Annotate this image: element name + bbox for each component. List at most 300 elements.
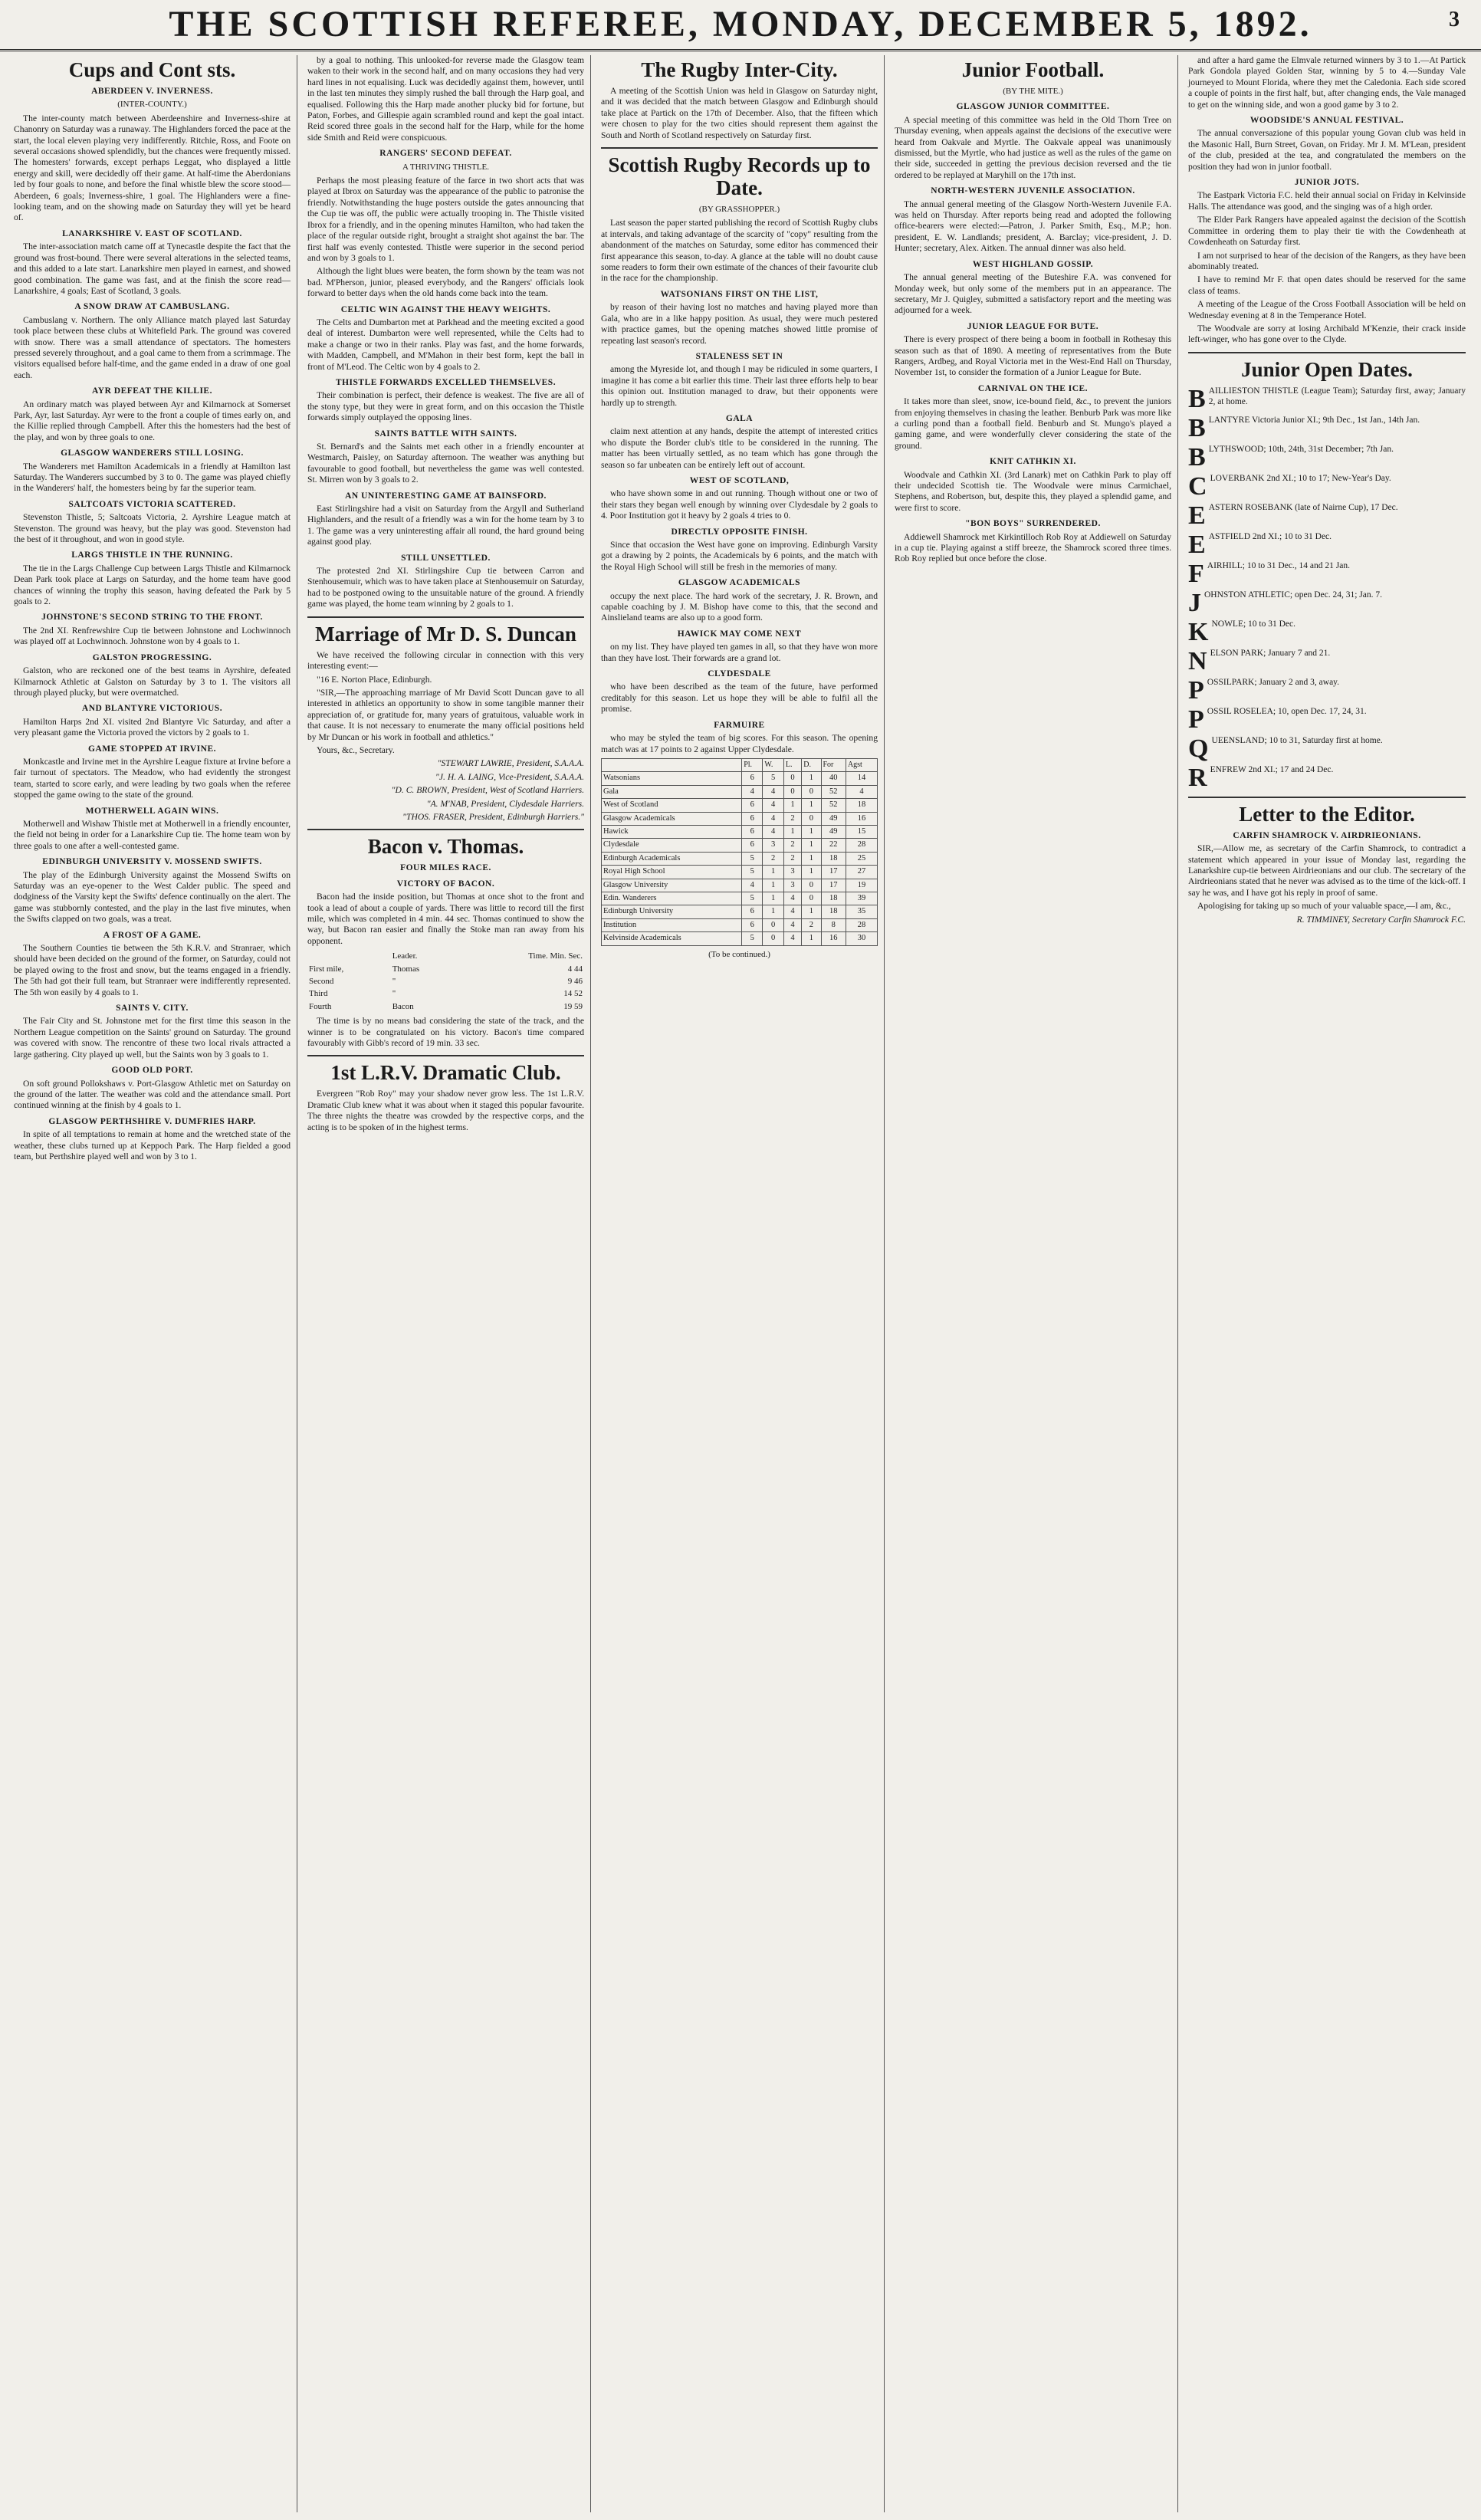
- open-date-text: LOVERBANK 2nd XI.; 10 to 17; New-Year's Day.: [1210, 473, 1391, 483]
- race-table-cell: Second: [309, 977, 334, 987]
- article-paragraph: Galston, who are reckoned one of the best teams in Ayrshire, defeated Kilmarnock Athletic at Galston on Saturday by 3 to 1. The visitors all through played plucky, but were overmatched.: [14, 665, 291, 698]
- divider: [307, 616, 584, 618]
- column-4-sections: [895, 101, 1171, 564]
- open-date-initial: F: [1188, 559, 1204, 588]
- open-date-text: LANTYRE Victoria Junior XI.; 9th Dec., 1st Jan., 14th Jan.: [1208, 415, 1420, 425]
- section-title: CELTIC WIN AGAINST THE HEAVY WEIGHTS.: [340, 304, 551, 314]
- article-paragraph: who have been described as the team of the future, have performed creditably for this season. Let us hope they will be able to fulfil all the promise.: [601, 682, 878, 715]
- column-4: [888, 55, 1178, 2512]
- article-paragraph: It takes more than sleet, snow, ice-bound field, &c., to prevent the juniors from enjoying themselves in chasing the leather. Benburb Park was more like a curling pond than a football field. Benburb and St. Mungo's played a gaming game, and were wonderfully clever considering the state of the ground.: [895, 396, 1171, 451]
- columns: [8, 55, 1473, 2512]
- league-cell: 6: [742, 772, 763, 785]
- open-date-initial: P: [1188, 675, 1204, 705]
- league-cell: 1: [763, 892, 784, 905]
- league-cell: 18: [846, 799, 877, 812]
- bacon-sub2: VICTORY OF BACON.: [396, 879, 495, 889]
- league-cell: 6: [742, 918, 763, 931]
- league-cell: 1: [763, 866, 784, 879]
- league-row: [602, 839, 878, 852]
- league-cell: Hawick: [602, 825, 742, 838]
- race-table-cell: Bacon: [392, 1001, 414, 1011]
- race-table-row: [307, 1000, 584, 1013]
- section-title: STALENESS SET IN: [695, 351, 783, 361]
- race-table: [307, 950, 584, 1013]
- open-date-item: [1188, 444, 1466, 470]
- open-date-item: [1188, 648, 1466, 674]
- article-paragraph: There is every prospect of there being a boom in football in Rothesay this season such as that of 1890. A meeting of representatives from the Bute Rangers, Ardbeg, and Royal Victoria met in the West-End Hall on Thursday, November 1st, to consider the formation of a Junior League for Bute.: [895, 334, 1171, 378]
- section-title: WOODSIDE'S ANNUAL FESTIVAL.: [1249, 116, 1404, 126]
- league-row: [602, 785, 878, 798]
- league-cell: 22: [821, 839, 846, 852]
- open-date-initial: B: [1188, 413, 1206, 442]
- league-cell: Edinburgh University: [602, 905, 742, 918]
- league-cell: 2: [783, 839, 801, 852]
- league-cell: 0: [802, 892, 821, 905]
- league-cell: 40: [821, 772, 846, 785]
- section-title: RANGERS' SECOND DEFEAT.: [379, 149, 512, 159]
- article-paragraph: who have shown some in and out running. Though without one or two of their stars they began well enough by winning over Clydesdale by 2 goals to 4. Poor Institution got it heavy by 2 goals 4 tries to 0.: [601, 488, 878, 521]
- league-cell: 1: [802, 799, 821, 812]
- signatory: "THOS. FRASER, President, Edinburgh Harriers.": [402, 811, 584, 822]
- section-title: GLASGOW PERTHSHIRE V. DUMFRIES HARP.: [48, 1116, 256, 1126]
- league-header-cell: [602, 758, 742, 771]
- league-cell: 1: [802, 866, 821, 879]
- section-title: DIRECTLY OPPOSITE FINISH.: [671, 527, 808, 537]
- open-date-text: AILLIESTON THISTLE (League Team); Saturday first, away; January 2, at home.: [1208, 386, 1466, 407]
- article-paragraph: Evergreen "Rob Roy" may your shadow never grow less. The 1st L.R.V. Dramatic Club knew what it was about when it staged this popular favourite. The three nights the theatre was crowded by the respective corps, and the acting is to be spoken of in the highest terms.: [307, 1089, 584, 1132]
- league-cell: 0: [783, 785, 801, 798]
- open-date-item: [1188, 677, 1466, 703]
- open-date-item: [1188, 531, 1466, 557]
- section-subtitle: A THRIVING THISTLE.: [402, 162, 489, 172]
- section-title: GALA: [725, 413, 754, 423]
- section-title: NORTH-WESTERN JUVENILE ASSOCIATION.: [931, 186, 1135, 196]
- marriage-heading: Marriage of Mr D. S. Duncan: [315, 622, 576, 646]
- league-cell: 1: [763, 879, 784, 892]
- article-paragraph: Although the light blues were beaten, the form shown by the team was not bad. M'Pherson, junior, pleased everybody, and the Rangers' officials look forward to better days when the old hands come back into the team.: [307, 266, 584, 299]
- league-cell: 5: [763, 772, 784, 785]
- league-cell: 1: [802, 772, 821, 785]
- records-heading: Scottish Rugby Records up to Date.: [608, 153, 871, 200]
- letter-sub: CARFIN SHAMROCK V. AIRDRIEONIANS.: [1233, 830, 1421, 840]
- league-row: [602, 879, 878, 892]
- league-cell: Glasgow Academicals: [602, 812, 742, 825]
- lrv-heading: 1st L.R.V. Dramatic Club.: [330, 1061, 561, 1085]
- race-table-cell: 19 59: [563, 1001, 583, 1011]
- league-cell: 6: [742, 799, 763, 812]
- league-cell: 49: [821, 825, 846, 838]
- article-paragraph: among the Myreside lot, and though I may be ridiculed in some quarters, I imagine it has come a bit earlier this time. Their last three efforts help to bear this opinion out. Institution managed to draw, but their opponents were hardly up to strength.: [601, 364, 878, 408]
- league-cell: 2: [763, 852, 784, 865]
- league-row: [602, 866, 878, 879]
- cups-heading: Cups and Cont sts.: [68, 58, 236, 81]
- article-paragraph: I am not surprised to hear of the decision of the Rangers, as they have been abominably treated.: [1188, 250, 1466, 271]
- article-paragraph: Cambuslang v. Northern. The only Alliance match played last Saturday took place between these clubs at Whitefield Park. The ground was covered with snow. There was a small attendance of spectators. The homesters pressed severely throughout, and a goal came to them from a scrimmage. The visitors equalised before half-time, and the game ended in a draw of one goal each.: [14, 314, 291, 380]
- section-title: A SNOW DRAW AT CAMBUSLANG.: [74, 302, 230, 312]
- league-cell: 39: [846, 892, 877, 905]
- article-paragraph: The play of the Edinburgh University against the Mossend Swifts on Saturday was an eye-opener to the West Calder public. The speed and dodginess of the Varsity kept the Swifts' defence continually on the alert. The game was stubbornly contested, and the play in the last five minutes, when the Swifts clapped on two goals, was a treat.: [14, 869, 291, 925]
- open-date-initial: R: [1188, 763, 1207, 792]
- league-header-cell: L.: [783, 758, 801, 771]
- records-byline: (BY GRASSHOPPER.): [698, 205, 780, 215]
- open-date-item: [1188, 502, 1466, 528]
- league-cell: 19: [846, 879, 877, 892]
- open-date-text: LYTHSWOOD; 10th, 24th, 31st December; 7th Jan.: [1208, 444, 1394, 454]
- section-title: WATSONIANS FIRST ON THE LIST,: [660, 289, 819, 299]
- league-header-cell: Agst: [846, 758, 877, 771]
- race-table-cell: 9 46: [567, 977, 583, 987]
- league-cell: 4: [763, 812, 784, 825]
- article-paragraph: The Elder Park Rangers have appealed against the decision of the Scottish Committee in ordering them to play their tie with the Cowdenheath at Cowdenheath on Saturday first.: [1188, 215, 1466, 248]
- letter-body: [1188, 843, 1466, 912]
- lrv-body: [307, 1089, 584, 1133]
- bacon-heading: Bacon v. Thomas.: [367, 835, 524, 859]
- signatory: "A. M'NAB, President, Clydesdale Harriers.: [426, 798, 584, 809]
- open-date-text: ASTFIELD 2nd XI.; 10 to 31 Dec.: [1208, 531, 1332, 541]
- open-date-item: [1188, 706, 1466, 732]
- open-date-item: [1188, 415, 1466, 441]
- article-paragraph: "16 E. Norton Place, Edinburgh.: [317, 674, 432, 685]
- open-date-initial: B: [1188, 384, 1206, 413]
- article-paragraph: On soft ground Pollokshaws v. Port-Glasgow Athletic met on Saturday on the ground of the latter. The weather was cold and the attendance small. Port continued winning at the finish by 4 goals to 1.: [14, 1078, 291, 1111]
- league-cell: 35: [846, 905, 877, 918]
- open-date-initial: E: [1188, 501, 1206, 530]
- race-table-head-cell: [307, 950, 391, 962]
- open-date-item: [1188, 590, 1466, 616]
- open-date-text: OSSIL ROSELEA; 10, open Dec. 17, 24, 31.: [1207, 706, 1367, 716]
- league-row: [602, 812, 878, 825]
- league-cell: 0: [763, 932, 784, 945]
- league-cell: 52: [821, 785, 846, 798]
- section-title: WEST HIGHLAND GOSSIP.: [972, 259, 1094, 269]
- open-date-initial: C: [1188, 471, 1207, 501]
- league-cell: Kelvinside Academicals: [602, 932, 742, 945]
- article-paragraph: occupy the next place. The hard work of the secretary, J. R. Brown, and capable coaching by J. M. Bishop have come to this, that the second and Ainslieland teams are also up to a good form.: [601, 590, 878, 623]
- league-cell: 4: [783, 905, 801, 918]
- open-date-item: [1188, 386, 1466, 412]
- divider: [307, 829, 584, 830]
- section-title: JUNIOR LEAGUE FOR BUTE.: [967, 321, 1099, 331]
- league-row: [602, 825, 878, 838]
- article-paragraph: Perhaps the most pleasing feature of the farce in two short acts that was played at Ibrox on Saturday was the appearance of the public to patronise the friendly. Notwithstanding the huge posters outside the gates announcing that the Cup tie was off, the public were actually trooping in. The Thistle visited Ibrox for a friendly, and in the opening minutes Hamilton, who had taken the place of the regular outside right, brought a straight shot against the bar. The first half was evenly contested. Thistle were superior in the second period and won by 3 goals to 1.: [307, 176, 584, 263]
- league-cell: 5: [742, 852, 763, 865]
- league-body: [602, 772, 878, 945]
- article-paragraph: The inter-county match between Aberdeenshire and Inverness-shire at Chanonry on Saturday was a runaway. The Highlanders forced the pace at the start, the local eleven playing very indifferently. Ritchie, Ross, and Foote on several occasions showed splendidly, but the chances were frequently missed. The homesters' forwards, except perhaps Leggat, who displayed a little energy and skill, were decidedly off their game. At half-time the Aberdonians led by four goals to none, and before the final whistle blew the score stood—Aberdeen, 6 goals; Inverness-shire, 1 goal. The Highlanders were a fine-looking team, and on the showing made on Saturday they will yet be heard of.: [14, 113, 291, 223]
- section-title: A FROST OF A GAME.: [103, 930, 202, 940]
- league-cell: Glasgow University: [602, 879, 742, 892]
- section-title: LARGS THISTLE IN THE RUNNING.: [71, 550, 233, 560]
- league-row: [602, 905, 878, 918]
- league-row: [602, 892, 878, 905]
- article-paragraph: A special meeting of this committee was held in the Old Thorn Tree on Thursday evening, when appeals against the decisions of the executive were heard from Oakvale and Myrtle. The Oakvale appeal was unanimously dismissed, but the Myrtle, who had justice as well as the rules of the game on their side, succeeded in getting the previous decision reversed and the tie ordered to be replayed at Maryhill on the 17th inst.: [895, 114, 1171, 180]
- league-cell: 0: [783, 772, 801, 785]
- league-cell: 5: [742, 932, 763, 945]
- league-cell: Gala: [602, 785, 742, 798]
- league-cell: Institution: [602, 918, 742, 931]
- league-cell: 4: [763, 825, 784, 838]
- bacon-sub: FOUR MILES RACE.: [400, 863, 491, 873]
- race-table-cell: 4 44: [567, 964, 583, 974]
- league-header-cell: D.: [802, 758, 821, 771]
- open-dates-heading: Junior Open Dates.: [1241, 357, 1413, 381]
- race-table-cell: First mile,: [309, 964, 344, 974]
- article-paragraph: claim next attention at any hands, despite the attempt of interested critics who dispute the Border club's title to be considered in the running. The matter has been virtually settled, as no team which has gone through the season so far unbeaten can be entirely left out of account.: [601, 426, 878, 470]
- page-number: 3: [1449, 8, 1460, 31]
- article-paragraph: The Woodvale are sorry at losing Archibald M'Kenzie, their crack inside left-winger, who has gone over to the Clyde.: [1188, 323, 1466, 345]
- open-date-initial: B: [1188, 442, 1206, 471]
- marriage-body: [307, 650, 584, 823]
- open-date-initial: Q: [1188, 734, 1209, 763]
- article-paragraph: An ordinary match was played between Ayr and Kilmarnock at Somerset Park, Ayr, last Saturday. Ayr were to the front a couple of times early on, and the Killie replied through Campbell. After this the homesters had the best of the play, and won by three goals to one.: [14, 399, 291, 442]
- letter-heading: Letter to the Editor.: [1239, 802, 1415, 826]
- league-cell: 6: [742, 839, 763, 852]
- league-cell: 52: [821, 799, 846, 812]
- open-date-text: ELSON PARK; January 7 and 21.: [1210, 648, 1331, 658]
- open-date-text: UEENSLAND; 10 to 31, Saturday first at home.: [1211, 735, 1383, 745]
- section-title: SALTCOATS VICTORIA SCATTERED.: [68, 499, 236, 509]
- article-paragraph: The Southern Counties tie between the 5th K.R.V. and Stranraer, which should have been decided on the ground of the former, on Saturday, could not be played owing to the frost and snow, but the teams engaged in a friendly. The 5th had got their full team, but Stranraer were indifferently represented. The 5th won easily by 4 goals to 1.: [14, 943, 291, 997]
- article-paragraph: St. Bernard's and the Saints met each other in a friendly encounter at Westmarch, Paisley, on Saturday afternoon. The weather was anything but favourable to good football, but nevertheless the game was well contested. St. Mirren won by 3 goals to 2.: [307, 442, 584, 485]
- section-title: MOTHERWELL AGAIN WINS.: [85, 806, 219, 816]
- divider: [1188, 352, 1466, 353]
- section-title: KNIT CATHKIN XI.: [990, 457, 1076, 467]
- league-cell: 2: [802, 918, 821, 931]
- section-title: WEST OF SCOTLAND,: [689, 475, 790, 485]
- section-title: "BON BOYS" SURRENDERED.: [965, 519, 1101, 529]
- continued-note: (To be continued.): [708, 949, 770, 959]
- article-paragraph: The Eastpark Victoria F.C. held their annual social on Friday in Kelvinside Halls. The attendance was good, and the singing was of a high order.: [1188, 190, 1466, 212]
- league-cell: 18: [821, 852, 846, 865]
- section-title: AND BLANTYRE VICTORIOUS.: [81, 704, 223, 714]
- league-cell: 1: [802, 852, 821, 865]
- race-table-cell: ": [392, 977, 396, 987]
- open-date-text: OHNSTON ATHLETIC; open Dec. 24, 31; Jan. 7.: [1204, 590, 1382, 600]
- section-title: JOHNSTONE'S SECOND STRING TO THE FRONT.: [41, 613, 263, 623]
- article-paragraph: The annual general meeting of the Glasgow North-Western Juvenile F.A. was held on Thursday. After reports being read and adopted the following office-bearers were elected:—Patron, J. Parker Smith, Esq., M.P.; hon. president, E. W. Landlands; president, A. Barclay; vice-president, J. D. Hunter; secretary, Alex. Aitken. The annual dinner was also held.: [895, 199, 1171, 254]
- league-cell: West of Scotland: [602, 799, 742, 812]
- league-cell: 17: [821, 879, 846, 892]
- signatory: "J. H. A. LAING, Vice-President, S.A.A.A.: [435, 771, 584, 782]
- open-date-text: OSSILPARK; January 2 and 3, away.: [1207, 677, 1340, 687]
- league-cell: 0: [802, 812, 821, 825]
- section-title: CARNIVAL ON THE ICE.: [977, 383, 1089, 393]
- league-table: [601, 758, 878, 946]
- open-date-item: [1188, 764, 1466, 790]
- article-paragraph: The protested 2nd XI. Stirlingshire Cup tie between Carron and Stenhousemuir, which was to have taken place at Stenhousemuir on Saturday, had to be postponed owing to the unsuitable nature of the ground. A friendly game was played, the home team winning by 2 goals to 1.: [307, 566, 584, 609]
- open-date-item: [1188, 473, 1466, 499]
- open-date-initial: E: [1188, 530, 1206, 559]
- section-title: SAINTS BATTLE WITH SAINTS.: [374, 429, 517, 439]
- league-row: [602, 932, 878, 945]
- section-title: EDINBURGH UNIVERSITY V. MOSSEND SWIFTS.: [42, 857, 262, 867]
- letter-signature: R. TIMMINEY, Secretary Carfin Shamrock F.C.: [1296, 914, 1466, 925]
- article-paragraph: The Fair City and St. Johnstone met for the first time this season in the Northern League competition on the Saints' ground on Saturday. The ground was covered with snow. The rencontre of these two local rivals attracted a large gathering. City played up well, but the Saints won by 3 goals to 1.: [14, 1016, 291, 1060]
- signatory: "STEWART LAWRIE, President, S.A.A.A.: [437, 758, 584, 769]
- article-paragraph: Their combination is perfect, their defence is weakest. The five are all of the stony type, but they were in great form, and on this occasion the Thistle forwards simply outplayed the opposing lines.: [307, 390, 584, 423]
- league-header-cell: For: [821, 758, 846, 771]
- column-1: [8, 55, 297, 2512]
- article-paragraph: The Wanderers met Hamilton Academicals in a friendly at Hamilton last Saturday. The Wanderers succumbed by 3 to 0. The game was played chiefly in the Wanderers' half, the homesters being by far the superior team.: [14, 461, 291, 494]
- league-cell: 2: [783, 812, 801, 825]
- column-2: [301, 55, 591, 2512]
- league-cell: 4: [846, 785, 877, 798]
- column-1-sections: [14, 86, 291, 1162]
- league-cell: 5: [742, 892, 763, 905]
- league-cell: 6: [742, 905, 763, 918]
- league-cell: 5: [742, 866, 763, 879]
- open-date-item: [1188, 735, 1466, 761]
- article-paragraph: The Celts and Dumbarton met at Parkhead and the meeting excited a good deal of interest. Dumbarton were well represented, while the Celts had to make a change or two in their ranks. Play was fast, and the home forwards, with Madden, Campbell, and M'Mahon in their best form, kept the ball in front of M'Leod. The Celtic won by 4 goals to 2.: [307, 317, 584, 372]
- league-cell: 1: [802, 905, 821, 918]
- article-paragraph: The annual general meeting of the Buteshire F.A. was convened for Monday week, but only some of the members put in an appearance. The secretary, Mr J. Quigley, submitted a satisfactory report and the meeting was adjourned for a week.: [895, 272, 1171, 316]
- league-cell: 27: [846, 866, 877, 879]
- section-title: FARMUIRE: [714, 720, 765, 730]
- article-paragraph: Last season the paper started publishing the record of Scottish Rugby clubs at intervals, and taking advantage of the scarcity of "copy" resulting from the abandonment of the matches on Saturday, some editor has commenced their first appearance this season, to-day. A glance at the table will no doubt cause some readers to form their own estimate of the chances of their favourite club in the race for the championship.: [601, 218, 878, 284]
- article-paragraph: Woodvale and Cathkin XI. (3rd Lanark) met on Cathkin Park to play off their undecided Scottish tie. The Woodvale were minus Carmichael, Stephens, and Robertson, but, despite this, they played a splendid game, and were first to score.: [895, 469, 1171, 513]
- league-cell: 4: [763, 799, 784, 812]
- race-table-row: [307, 987, 584, 1000]
- section-title: GAME STOPPED AT IRVINE.: [87, 744, 216, 754]
- league-cell: 0: [763, 918, 784, 931]
- league-cell: Edin. Wanderers: [602, 892, 742, 905]
- league-cell: 17: [821, 866, 846, 879]
- race-table-row: [307, 963, 584, 975]
- article-paragraph: The inter-association match came off at Tynecastle despite the fact that the ground was frost-bound. There were several alterations in the selected teams, and this added to a late start. Lanarkshire men played in earnest, and showed good combination. The game was fast, and at the finish the score read—Lanarkshire, 4 goals; East of Scotland, 3 goals.: [14, 241, 291, 296]
- masthead-title: THE SCOTTISH REFEREE, MONDAY, DECEMBER 5, 1892.: [169, 4, 1312, 44]
- rugby-heading: The Rugby Inter-City.: [641, 58, 838, 81]
- league-cell: Clydesdale: [602, 839, 742, 852]
- league-cell: 25: [846, 852, 877, 865]
- league-cell: 4: [783, 932, 801, 945]
- signatory: "D. C. BROWN, President, West of Scotland Harriers.: [391, 785, 584, 796]
- league-cell: 4: [783, 918, 801, 931]
- race-table-cell: Fourth: [309, 1001, 332, 1011]
- column-3-sections: [601, 218, 878, 754]
- article-paragraph: In spite of all temptations to remain at home and the wretched state of the weather, these clubs turned up at Keppoch Park. The Harp fielded a good team, but Perthshire played well and won by 3 to 1.: [14, 1129, 291, 1161]
- column-5: [1182, 55, 1472, 2512]
- league-cell: 28: [846, 918, 877, 931]
- league-cell: 4: [783, 892, 801, 905]
- open-date-text: AIRHILL; 10 to 31 Dec., 14 and 21 Jan.: [1207, 560, 1350, 570]
- league-row: [602, 772, 878, 785]
- column-3: [595, 55, 885, 2512]
- race-table-cell: Third: [309, 989, 328, 999]
- league-cell: 1: [802, 825, 821, 838]
- open-date-initial: K: [1188, 617, 1209, 646]
- league-cell: 3: [763, 839, 784, 852]
- league-row: [602, 799, 878, 812]
- league-cell: 1: [802, 839, 821, 852]
- article-paragraph: by reason of their having lost no matches and having played more than Gala, who are in a like happy position. As usual, they were much pestered with practice games, but the opening matches showed little promise of repeating last season's record.: [601, 302, 878, 346]
- column-5-sections: [1188, 55, 1466, 346]
- open-date-text: ENFREW 2nd XI.; 17 and 24 Dec.: [1210, 764, 1334, 774]
- junior-heading: Junior Football.: [961, 58, 1105, 81]
- section-title: THISTLE FORWARDS EXCELLED THEMSELVES.: [335, 377, 557, 387]
- section-title: SAINTS V. CITY.: [116, 1004, 189, 1014]
- league-cell: 4: [742, 879, 763, 892]
- article-paragraph: The 2nd XI. Renfrewshire Cup tie between Johnstone and Lochwinnoch was played off at Lochwinnoch. Johnstone won by 4 goals to 1.: [14, 625, 291, 647]
- league-cell: Royal High School: [602, 866, 742, 879]
- section-subtitle: (INTER-COUNTY.): [117, 100, 187, 110]
- section-title: GALSTON PROGRESSING.: [92, 652, 212, 662]
- section-title: STILL UNSETTLED.: [401, 553, 491, 563]
- article-paragraph: Motherwell and Wishaw Thistle met at Motherwell in a friendly encounter, the field not being in order for a Lanarkshire Cup tie. The home team won by three goals to one after a well-contested game.: [14, 818, 291, 851]
- league-cell: 4: [763, 785, 784, 798]
- article-paragraph: Stevenston Thistle, 5; Saltcoats Victoria, 2. Ayrshire League match at Stevenston. The ground was heavy, but the play was good. Stevenston had the best of it throughout, and won in good style.: [14, 512, 291, 545]
- divider: [307, 1055, 584, 1056]
- junior-byline: (BY THE MITE.): [1003, 87, 1063, 96]
- rugby-intro: [601, 86, 878, 141]
- section-title: GOOD OLD PORT.: [111, 1066, 193, 1076]
- league-cell: 14: [846, 772, 877, 785]
- league-header-row: [602, 758, 878, 771]
- section-title: ABERDEEN V. INVERNESS.: [91, 87, 213, 96]
- league-cell: 15: [846, 825, 877, 838]
- open-dates-list: [1188, 386, 1466, 790]
- article-paragraph: and after a hard game the Elmvale returned winners by 3 to 1.—At Partick Park Gondola played Golden Star, winning by 5 to 4.—Sunday Vale journeyed to Mount Florida, where they met the Caledonia. Each side scored a couple of points in the first half, but, after changing ends, the Vale managed to get on the winning side, and won a good game by 3 to 2.: [1188, 55, 1466, 110]
- article-paragraph: We have received the following circular in connection with this very interesting event:—: [307, 649, 584, 672]
- divider: [1188, 797, 1466, 798]
- league-cell: 2: [783, 852, 801, 865]
- league-cell: Edinburgh Academicals: [602, 852, 742, 865]
- section-title: GLASGOW JUNIOR COMMITTEE.: [956, 102, 1110, 112]
- league-cell: 1: [783, 825, 801, 838]
- league-cell: 1: [783, 799, 801, 812]
- article-paragraph: SIR,—Allow me, as secretary of the Carfin Shamrock, to contradict a statement which appeared in your issue of Monday last, regarding the Lanarkshire cup-tie between Airdrieonians and our club. The secretary of the Airdrieonians stated that he never was advised as to the time of the kick-off. I say he was, and I have got his reply in proof of same.: [1188, 843, 1466, 898]
- article-paragraph: The annual conversazione of this popular young Govan club was held in the Masonic Hall, Burn Street, Govan, on Friday. Mr J. M. M'Lean, president of the club, presided at the tea, and congratulated the members on the position they had won in junior football.: [1188, 128, 1466, 172]
- league-cell: 1: [802, 932, 821, 945]
- article-paragraph: The time is by no means bad considering the state of the track, and the winner is to be congratulated on his victory. Bacon's time compared favourably with Gibb's record of 19 min. 33 sec.: [307, 1016, 584, 1049]
- section-title: HAWICK MAY COME NEXT: [677, 629, 802, 639]
- league-cell: 16: [846, 812, 877, 825]
- league-cell: 18: [821, 892, 846, 905]
- open-date-initial: J: [1188, 588, 1201, 617]
- masthead: [0, 0, 1481, 51]
- league-cell: 0: [802, 879, 821, 892]
- section-title: AYR DEFEAT THE KILLIE.: [92, 386, 212, 396]
- league-row: [602, 852, 878, 865]
- league-cell: 49: [821, 812, 846, 825]
- league-cell: 0: [802, 785, 821, 798]
- article-paragraph: on my list. They have played ten games in all, so that they have won more than they have lost. Their forwards are a grand lot.: [601, 642, 878, 663]
- open-date-item: [1188, 619, 1466, 645]
- league-cell: 3: [783, 879, 801, 892]
- article-paragraph: by a goal to nothing. This unlooked-for reverse made the Glasgow team waken to their work in the second half, and on many occasions they had very hard lines in not equalising. Luck was decidedly against them, however, until in the last ten minutes they simply rushed the ball through the Harp goal, and equalised. Following this the Harp made another plucky bid for fortune, but Paton, Forbes, and Gillespie again scrambled round and kept the goal intact. Reid scored three goals in the second half for the Harp, while for the home side Smith and Reid were conspicuous.: [307, 55, 584, 143]
- open-date-text: ASTERN ROSEBANK (late of Nairne Cup), 17 Dec.: [1208, 502, 1398, 512]
- section-title: CLYDESDALE: [708, 669, 771, 679]
- league-cell: 16: [821, 932, 846, 945]
- section-title: AN UNINTERESTING GAME AT BAINSFORD.: [345, 491, 547, 501]
- section-title: JUNIOR JOTS.: [1294, 178, 1360, 188]
- section-title: GLASGOW ACADEMICALS: [678, 578, 801, 588]
- race-table-head-cell: Time. Min. Sec.: [528, 951, 583, 961]
- league-cell: 28: [846, 839, 877, 852]
- article-paragraph: Yours, &c., Secretary.: [317, 744, 395, 755]
- article-paragraph: who may be styled the team of big scores. For this season. The opening match was at 17 points to 2 against Upper Clydesdale.: [601, 733, 878, 754]
- league-cell: 8: [821, 918, 846, 931]
- race-table-head-cell: Leader.: [392, 951, 418, 961]
- section-title: LANARKSHIRE V. EAST OF SCOTLAND.: [62, 228, 242, 238]
- race-table-cell: ": [392, 989, 396, 999]
- league-cell: 18: [821, 905, 846, 918]
- section-title: GLASGOW WANDERERS STILL LOSING.: [61, 448, 244, 458]
- article-paragraph: Hamilton Harps 2nd XI. visited 2nd Blantyre Vic Saturday, and after a very pleasant game the Victoria proved the victors by 2 goals to 1.: [14, 716, 291, 738]
- article-paragraph: Bacon had the inside position, but Thomas at once shot to the front and took a lead of about a couple of yards. There was little to record till the first mile, which was completed in 4 min. 44 sec. Thomas continued to show the way, but Bacon ran easier and finally the Stoke man ran away from his opponent.: [307, 892, 584, 946]
- race-table-cell: 14 52: [563, 989, 583, 999]
- article-paragraph: I have to remind Mr F. that open dates should be reserved for the same class of teams.: [1188, 274, 1466, 296]
- open-date-initial: P: [1188, 705, 1204, 734]
- article-paragraph: East Stirlingshire had a visit on Saturday from the Argyll and Sutherland Highlanders, and the result of a friendly was a win for the home team by 3 to 1. The game was a very uninteresting affair all round, the hard ground being against good play.: [307, 504, 584, 547]
